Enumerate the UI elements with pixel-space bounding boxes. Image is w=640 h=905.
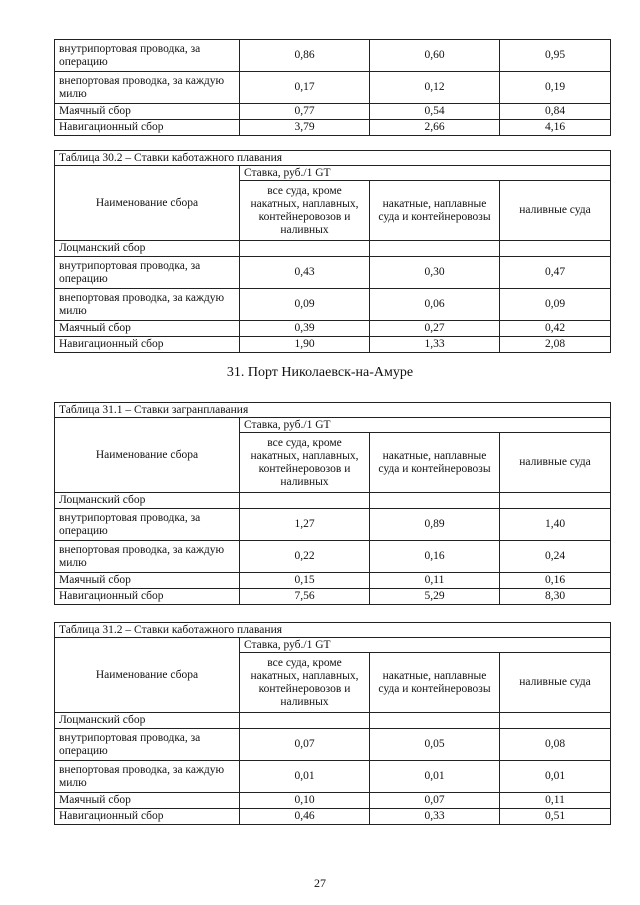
table-row xyxy=(55,493,611,509)
table-row xyxy=(55,809,611,825)
fee-value: 0,11 xyxy=(500,793,611,809)
fee-value: 0,89 xyxy=(370,509,500,541)
fee-name-header: Наименование сбора xyxy=(55,638,240,713)
fee-value: 0,46 xyxy=(240,809,370,825)
fee-name: Маячный сбор xyxy=(55,321,240,337)
fee-name: Лоцманский сбор xyxy=(55,241,240,257)
table-caption: Таблица 31.1 – Ставки загранплавания xyxy=(55,403,611,418)
column-header: все суда, кроме накатных, наплавных, контейнеровозов и наливных xyxy=(240,181,370,241)
fee-name: Навигационный сбор xyxy=(55,120,240,136)
fee-value: 0,54 xyxy=(370,104,500,120)
fee-value: 0,11 xyxy=(370,573,500,589)
table-row xyxy=(55,541,611,573)
fee-name: внепортовая проводка, за каждую милю xyxy=(55,289,240,321)
table-row xyxy=(55,761,611,793)
fee-name: внутрипортовая проводка, за операцию xyxy=(55,40,240,72)
fee-value: 0,09 xyxy=(240,289,370,321)
column-header: наливные суда xyxy=(500,181,611,241)
fee-name: Маячный сбор xyxy=(55,104,240,120)
fee-value: 0,95 xyxy=(500,40,611,72)
fee-value: 0,10 xyxy=(240,793,370,809)
fee-name: Навигационный сбор xyxy=(55,809,240,825)
column-header: накатные, наплавные суда и контейнеровозы xyxy=(370,433,500,493)
fee-value: 1,40 xyxy=(500,509,611,541)
table-caption: Таблица 31.2 – Ставки каботажного плавания xyxy=(55,623,611,638)
fee-name: внутрипортовая проводка, за операцию xyxy=(55,257,240,289)
fee-value: 0,42 xyxy=(500,321,611,337)
column-header: накатные, наплавные суда и контейнеровозы xyxy=(370,181,500,241)
fee-value: 0,07 xyxy=(240,729,370,761)
fee-name: Лоцманский сбор xyxy=(55,713,240,729)
column-header: наливные суда xyxy=(500,653,611,713)
table-row xyxy=(55,241,611,257)
fee-value: 0,39 xyxy=(240,321,370,337)
column-header: наливные суда xyxy=(500,433,611,493)
column-header: все суда, кроме накатных, наплавных, контейнеровозов и наливных xyxy=(240,433,370,493)
fee-value: 1,90 xyxy=(240,337,370,353)
fee-value: 0,16 xyxy=(370,541,500,573)
fee-value: 4,16 xyxy=(500,120,611,136)
table-row xyxy=(55,573,611,589)
table-row xyxy=(55,729,611,761)
table-row xyxy=(55,289,611,321)
table-caption: Таблица 30.2 – Ставки каботажного плавания xyxy=(55,151,611,166)
fee-value: 0,05 xyxy=(370,729,500,761)
fee-value: 0,33 xyxy=(370,809,500,825)
fee-value: 7,56 xyxy=(240,589,370,605)
fee-value: 0,01 xyxy=(370,761,500,793)
fee-value: 0,43 xyxy=(240,257,370,289)
fee-value: 0,84 xyxy=(500,104,611,120)
fee-value: 0,77 xyxy=(240,104,370,120)
fee-value: 0,47 xyxy=(500,257,611,289)
fee-value: 2,66 xyxy=(370,120,500,136)
fee-name: внутрипортовая проводка, за операцию xyxy=(55,509,240,541)
fee-name: Навигационный сбор xyxy=(55,337,240,353)
fee-value: 1,33 xyxy=(370,337,500,353)
section-title: 31. Порт Николаевск-на-Амуре xyxy=(226,365,414,380)
page-number: 27 xyxy=(314,876,326,890)
table-30-1-continuation xyxy=(54,39,611,136)
fee-value: 0,08 xyxy=(500,729,611,761)
fee-name-header: Наименование сбора xyxy=(55,166,240,241)
fee-value: 0,51 xyxy=(500,809,611,825)
fee-value: 5,29 xyxy=(370,589,500,605)
fee-name: внепортовая проводка, за каждую милю xyxy=(55,541,240,573)
fee-name: Навигационный сбор xyxy=(55,589,240,605)
fee-value: 1,27 xyxy=(240,509,370,541)
fee-name: внутрипортовая проводка, за операцию xyxy=(55,729,240,761)
fee-value: 0,22 xyxy=(240,541,370,573)
fee-value: 0,01 xyxy=(240,761,370,793)
fee-name: внепортовая проводка, за каждую милю xyxy=(55,72,240,104)
fee-value: 0,19 xyxy=(500,72,611,104)
fee-value: 0,30 xyxy=(370,257,500,289)
fee-value: 0,16 xyxy=(500,573,611,589)
table-row xyxy=(55,509,611,541)
table-row xyxy=(55,40,611,72)
fee-value: 0,12 xyxy=(370,72,500,104)
table-row xyxy=(55,104,611,120)
fee-value: 0,06 xyxy=(370,289,500,321)
column-header: накатные, наплавные суда и контейнеровозы xyxy=(370,653,500,713)
table-row xyxy=(55,321,611,337)
fee-name: внепортовая проводка, за каждую милю xyxy=(55,761,240,793)
rate-header: Ставка, руб./1 GT xyxy=(240,418,611,433)
fee-value: 0,01 xyxy=(500,761,611,793)
table-30-2 xyxy=(54,150,611,353)
fee-value: 8,30 xyxy=(500,589,611,605)
fee-value: 0,07 xyxy=(370,793,500,809)
fee-value: 0,60 xyxy=(370,40,500,72)
rate-header: Ставка, руб./1 GT xyxy=(240,638,611,653)
fee-value: 0,86 xyxy=(240,40,370,72)
table-row xyxy=(55,713,611,729)
fee-name: Маячный сбор xyxy=(55,573,240,589)
fee-value: 0,17 xyxy=(240,72,370,104)
table-row xyxy=(55,120,611,136)
fee-value: 2,08 xyxy=(500,337,611,353)
table-31-1 xyxy=(54,402,611,605)
table-31-2 xyxy=(54,622,611,825)
table-row xyxy=(55,257,611,289)
table-row xyxy=(55,337,611,353)
table-row xyxy=(55,793,611,809)
fee-value: 0,09 xyxy=(500,289,611,321)
rate-header: Ставка, руб./1 GT xyxy=(240,166,611,181)
column-header: все суда, кроме накатных, наплавных, контейнеровозов и наливных xyxy=(240,653,370,713)
fee-value: 0,24 xyxy=(500,541,611,573)
table-row xyxy=(55,72,611,104)
fee-value: 0,27 xyxy=(370,321,500,337)
fee-name: Лоцманский сбор xyxy=(55,493,240,509)
table-row xyxy=(55,589,611,605)
fee-name-header: Наименование сбора xyxy=(55,418,240,493)
fee-name: Маячный сбор xyxy=(55,793,240,809)
fee-value: 0,15 xyxy=(240,573,370,589)
fee-value: 3,79 xyxy=(240,120,370,136)
